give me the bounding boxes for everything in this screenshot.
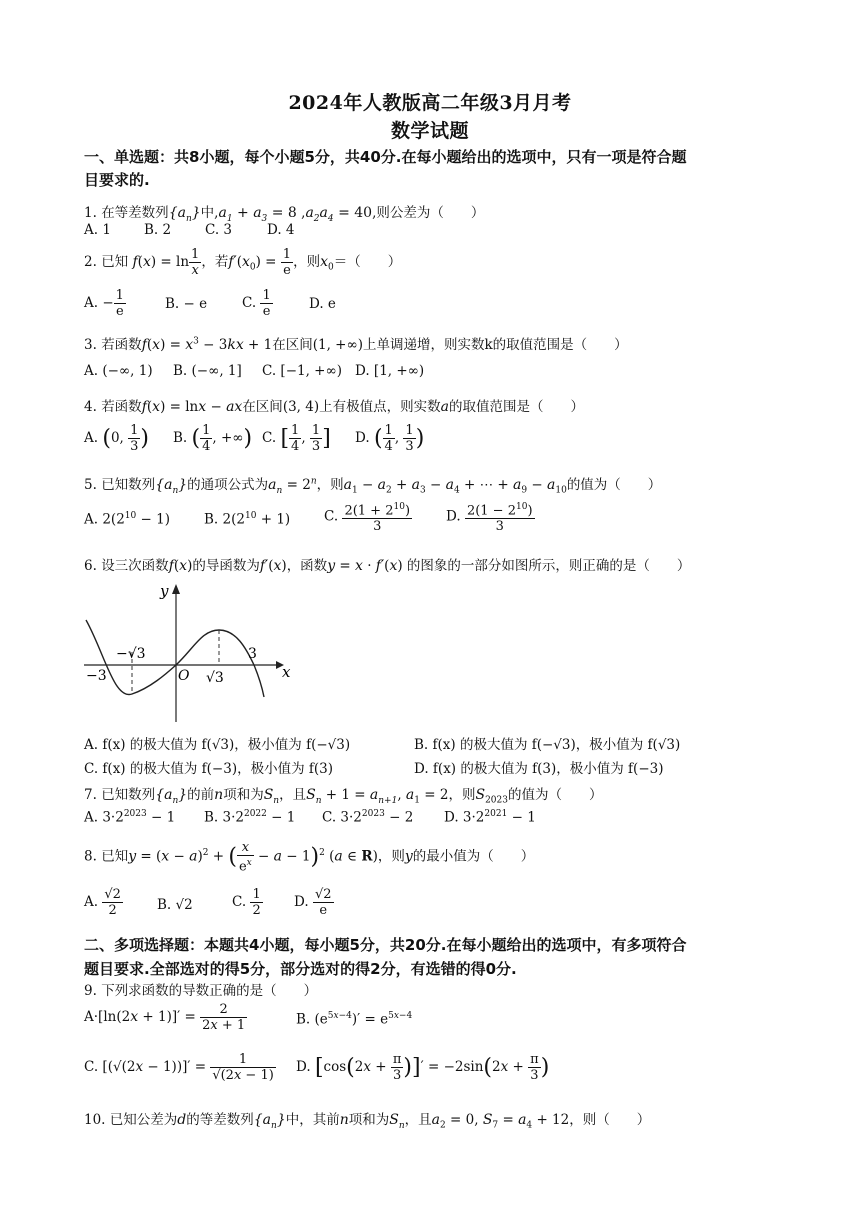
q4-option-d: D. ( $\frac{1}{4}$ , $\frac{1}{3}$ ) — [355, 423, 425, 454]
page-subtitle: 数学试题 — [390, 120, 469, 142]
q3-option-a: A. (−∞, 1) — [84, 363, 153, 379]
q4-option-b: B. ( $\frac{1}{4}$ , +∞) — [173, 423, 253, 454]
label-neg3: −3 — [86, 668, 107, 684]
q5-option-b: B. $2(2^{10} + 1)$ — [204, 511, 291, 528]
section-2-heading-cont: 题目要求.全部选对的得5分，部分选对的得2分，有选错的得0分. — [84, 960, 517, 978]
q1-option-b: B. 2 — [144, 222, 172, 238]
q7-option-b: B. $3\cdot 2^{2022} - 1$ — [204, 809, 296, 826]
q4-option-a: A. (0, $\frac{1}{3}$ ) — [84, 423, 149, 454]
question-2: 2. 已知 f(x) = ln $\frac{1}{x}$ ，若$f'(x_0)$ = $\frac{1}{e}$ ，则$x_0=$（ ） — [84, 247, 402, 278]
q2-option-d: D. e — [309, 296, 336, 312]
question-6: 6. 设三次函数f(x)的导函数为f′(x)，函数y = x · f′(x) 的图象的一部分如图所示，则正确的是（ ） — [84, 558, 691, 574]
q8-option-a: A. $\frac{√2}{2}$ — [84, 887, 121, 918]
label-pos3: 3 — [248, 646, 257, 662]
q8-option-d: D. $\frac{√2}{e}$ — [294, 887, 332, 918]
curve-y-equals-x-fprime — [86, 620, 264, 697]
q5-option-d: D. $\frac{2(1 - 2^{10})}{3}$ — [446, 502, 533, 535]
q3-option-b: B. (−∞, 1] — [173, 363, 242, 379]
q4-option-c: C. [ $\frac{1}{4}$ , $\frac{1}{3}$ ] — [262, 423, 331, 454]
question-1: 1. 在等差数列$\{a_n\}$中$,a_1 + a_3 = 8$ $,a_2a_4 = 40$,则公差为（ ） — [84, 205, 485, 224]
q3-option-d: D. [1, +∞) — [355, 363, 425, 379]
q9-option-a: A·[ln(2x + 1)]′ = $\frac{2}{2x + 1}$ — [84, 1002, 246, 1033]
q2-option-b: B. − e — [165, 296, 208, 312]
section-1-heading-cont: 目要求的. — [84, 171, 150, 189]
q9-option-d: D. [cos(2x + $\frac{\pi}{3}$ )]′ = −2sin(2x + $\frac{\pi}{3}$ ) — [296, 1052, 550, 1083]
q7-option-c: C. $3\cdot 2^{2023} - 2$ — [322, 809, 414, 826]
question-3: 3. 若函数$f(x) = x^3 - 3kx + 1$在区间(1, +∞)上单调递增，则实数k的取值范围是（ ） — [84, 336, 628, 353]
q2-option-c: C. $\frac{1}{e}$ — [242, 288, 271, 319]
y-axis-arrow-icon — [172, 584, 180, 594]
q9-option-c: C. [(√(2x − 1))]′ = $\frac{1}{√(2x - 1)}$ — [84, 1052, 274, 1083]
question-8: 8. 已知$y = (x - a)^2$ + ( $\frac{x}{e^x}$ − a − 1)$^2$ (a ∈ R)，则y的最小值为（ ） — [84, 840, 535, 875]
q8-option-c: C. $\frac{1}{2}$ — [232, 887, 261, 918]
q5-option-a: A. $2(2^{10} - 1)$ — [84, 511, 170, 528]
q7-option-a: A. $3\cdot 2^{2023} - 1$ — [84, 809, 176, 826]
q8-option-b: B. √2 — [157, 897, 193, 913]
origin-label: O — [178, 668, 190, 684]
question-5: 5. 已知数列$\{a_n\}$的通项公式为$a_n = 2^n$，则$a_1 - a_2 + a_3 - a_4$ + ⋯ + $a_9 - a_{10}$的值为（ ） — [84, 476, 662, 496]
q2-option-a: A. − $\frac{1}{e}$ — [84, 288, 124, 319]
y-axis-label: y — [160, 582, 169, 600]
question-10: 10. 已知公差为d的等差数列$\{a_n\}$中，其前n项和为$S_n$，且$a_2 = 0$, $S_7 = a_4 + 12$，则（ ） — [84, 1112, 651, 1131]
q1-option-c: C. 3 — [205, 222, 233, 238]
q3-option-c: C. [−1, +∞) — [262, 363, 343, 379]
question-4: 4. 若函数f(x) = lnx − ax在区间(3, 4)上有极值点，则实数a的取值范围是（ ） — [84, 399, 584, 415]
q5-option-c: C. $\frac{2(1 + 2^{10})}{3}$ — [324, 502, 411, 535]
q6-option-c: C. f(x) 的极大值为 f(−3)，极小值为 f(3) — [84, 761, 333, 777]
function-graph — [84, 582, 294, 722]
q1-option-a: A. 1 — [84, 222, 111, 238]
q6-option-b: B. f(x) 的极大值为 f(−√3)，极小值为 f(√3) — [414, 737, 681, 753]
section-1-heading: 一、单选题：共8小题，每个小题5分，共40分.在每小题给出的选项中，只有一项是符合题 — [84, 148, 687, 166]
question-9: 9. 下列求函数的导数正确的是（ ） — [84, 983, 318, 999]
label-root3: √3 — [206, 670, 224, 686]
x-axis-label: x — [282, 663, 291, 681]
q6-option-a: A. f(x) 的极大值为 f(√3)，极小值为 f(−√3) — [84, 737, 351, 753]
section-2-heading: 二、多项选择题：本题共4小题，每小题5分，共20分.在每小题给出的选项中，有多项符合 — [84, 936, 687, 954]
q7-option-d: D. $3\cdot 2^{2021} - 1$ — [444, 809, 536, 826]
page-title: 2024年人教版高二年级3月月考 — [288, 92, 572, 114]
q1-option-d: D. 4 — [267, 222, 295, 238]
q9-option-b: B. $(e^{5x-4})' = e^{5x-4}$ — [296, 1011, 413, 1028]
q6-option-d: D. f(x) 的极大值为 f(3)，极小值为 f(−3) — [414, 761, 664, 777]
question-7: 7. 已知数列$\{a_n\}$的前n项和为$S_n$，且$S_n + 1 = a_{n+1}$, $a_1 = 2$，则$S_{2023}$的值为（ ） — [84, 787, 603, 806]
label-neg-root3: −√3 — [116, 646, 146, 662]
